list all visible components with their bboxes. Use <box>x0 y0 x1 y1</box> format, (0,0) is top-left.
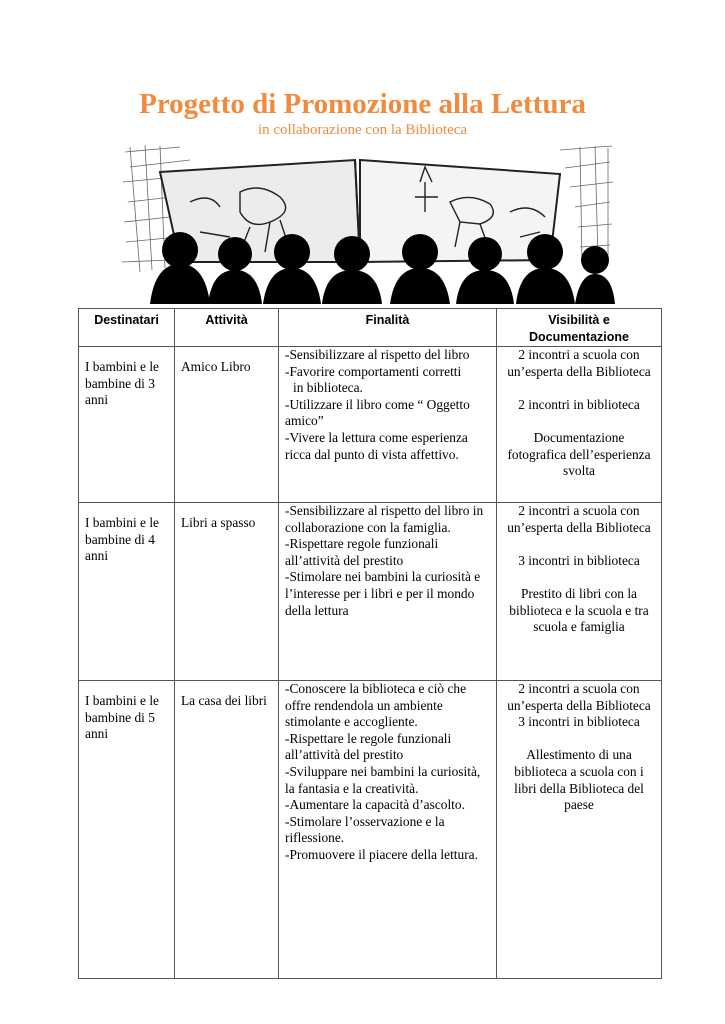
cell-finalita <box>279 503 497 681</box>
visibilita-item: 2 incontri in biblioteca <box>518 396 640 412</box>
page-title: Progetto di Promozione alla Lettura <box>139 88 586 120</box>
header-visibilita-line1: Visibilità e <box>548 313 610 327</box>
visibilita-item: 2 incontri a scuola con un’esperta della Biblioteca <box>507 503 651 535</box>
cell-destinatari: I bambini e le bambine di 4 anni <box>79 503 175 681</box>
visibilita-item: 2 incontri a scuola con un’esperta della Biblioteca <box>507 347 651 379</box>
finalita-item: -Sensibilizzare al rispetto del libro <box>285 347 470 362</box>
header-attivita: Attività <box>175 309 279 347</box>
cell-destinatari: I bambini e le bambine di 5 anni <box>79 681 175 979</box>
cell-destinatari: I bambini e le bambine di 3 anni <box>79 347 175 503</box>
finalita-item: -Favorire comportamenti corretti <box>285 363 462 379</box>
finalita-item: -Rispettare le regole funzionali all’attività del prestito <box>285 730 452 763</box>
project-table <box>78 308 662 979</box>
header-finalita: Finalità <box>279 309 497 347</box>
finalita-item: -Sviluppare nei bambini la curiosità, la fantasia e la creatività. <box>285 763 481 796</box>
cell-finalita <box>279 347 497 503</box>
finalita-item: -Aumentare la capacità d’ascolto. <box>285 797 465 813</box>
cell-visibilita <box>497 347 662 503</box>
cell-attivita: La casa dei libri <box>175 681 279 979</box>
finalita-item: -Stimolare nei bambini la curiosità e l’interesse per i libri e per il mondo della lettura <box>285 569 481 618</box>
finalita-item: -Sensibilizzare al rispetto del libro in collaborazione con la famiglia. <box>285 503 484 535</box>
visibilita-item: 2 incontri a scuola con un’esperta della Biblioteca <box>507 681 651 713</box>
table-row <box>79 503 662 681</box>
finalita-item: -Conoscere la biblioteca e ciò che offre rendendola un ambiente stimolante e accogliente. <box>285 681 467 730</box>
finalita-item: -Utilizzare il libro come “ Oggetto amico” <box>285 396 470 429</box>
page-subtitle: in collaborazione con la Biblioteca <box>257 122 468 138</box>
table-row <box>79 347 662 503</box>
visibilita-item: 3 incontri in biblioteca <box>518 552 640 568</box>
header-visibilita <box>497 309 662 347</box>
visibilita-item: 3 incontri in biblioteca <box>518 714 640 730</box>
finalita-item: -Vivere la lettura come esperienza ricca dal punto di vista affettivo. <box>285 429 468 462</box>
table-header-row <box>79 309 662 347</box>
visibilita-item: Documentazione fotografica dell’esperienza svolta <box>507 429 651 479</box>
cell-visibilita <box>497 503 662 681</box>
finalita-item: -Rispettare regole funzionali all’attività del prestito <box>285 536 439 568</box>
header-visibilita-line2: Documentazione <box>528 330 629 344</box>
children-reading-giant-book-icon <box>120 142 615 304</box>
cell-visibilita <box>497 681 662 979</box>
table-row <box>79 681 662 979</box>
children-reading-illustration <box>120 142 615 304</box>
cell-attivita: Amico Libro <box>175 347 279 503</box>
finalita-item: in biblioteca. <box>293 380 363 396</box>
finalita-item: -Stimolare l’osservazione e la riflessione. <box>285 813 445 846</box>
header-destinatari: Destinatari <box>79 309 175 347</box>
finalita-item: -Promuovere il piacere della lettura. <box>285 846 478 862</box>
cell-finalita <box>279 681 497 979</box>
visibilita-item: Allestimento di una biblioteca a scuola con i libri della Biblioteca del paese <box>514 747 644 813</box>
cell-attivita: Libri a spasso <box>175 503 279 681</box>
visibilita-item: Prestito di libri con la biblioteca e la scuola e tra scuola e famiglia <box>509 585 649 635</box>
